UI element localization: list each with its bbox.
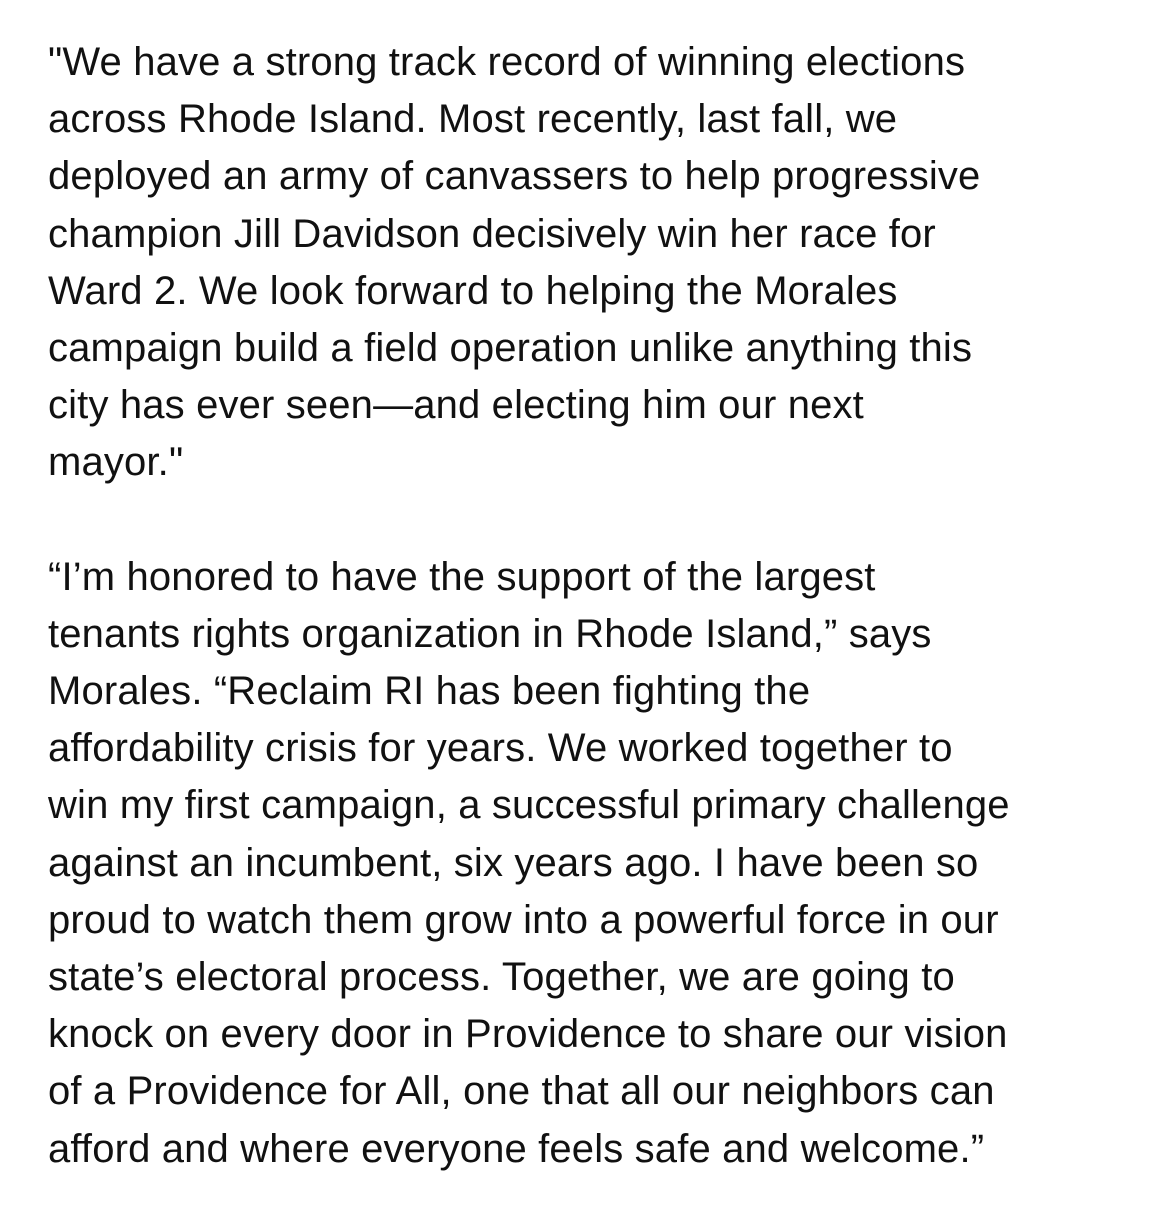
quote-paragraph-reclaim-ri xyxy=(48,34,1138,492)
text-line: Morales. “Reclaim RI has been fighting the xyxy=(48,669,811,714)
text-line: proud to watch them grow into a powerful force in our xyxy=(48,897,999,942)
text-line: affordability crisis for years. We worked together to xyxy=(48,726,953,771)
document-body xyxy=(48,34,1138,1178)
text-line: champion Jill Davidson decisively win her race for xyxy=(48,211,936,256)
text-line: tenants rights organization in Rhode Island,” says xyxy=(48,611,932,656)
text-line: knock on every door in Providence to share our vision xyxy=(48,1012,1008,1057)
text-line: win my first campaign, a successful primary challenge xyxy=(48,783,1010,828)
text-line: deployed an army of canvassers to help progressive xyxy=(48,154,981,199)
paragraph-spacer xyxy=(48,492,1138,549)
text-line: against an incumbent, six years ago. I have been so xyxy=(48,840,979,885)
text-line: "We have a strong track record of winning elections xyxy=(48,40,966,84)
text-line: afford and where everyone feels safe and welcome.” xyxy=(48,1126,985,1171)
text-line: “I’m honored to have the support of the largest xyxy=(48,554,876,599)
text-line: mayor." xyxy=(48,440,184,485)
text-line: across Rhode Island. Most recently, last fall, we xyxy=(48,97,898,142)
text-line: city has ever seen—and electing him our next xyxy=(48,383,864,428)
quote-paragraph-morales xyxy=(48,549,1138,1178)
text-line: of a Providence for All, one that all our neighbors can xyxy=(48,1069,995,1114)
text-line: state’s electoral process. Together, we are going to xyxy=(48,955,955,1000)
text-line: Ward 2. We look forward to helping the Morales xyxy=(48,268,898,313)
text-line: campaign build a field operation unlike anything this xyxy=(48,326,973,371)
